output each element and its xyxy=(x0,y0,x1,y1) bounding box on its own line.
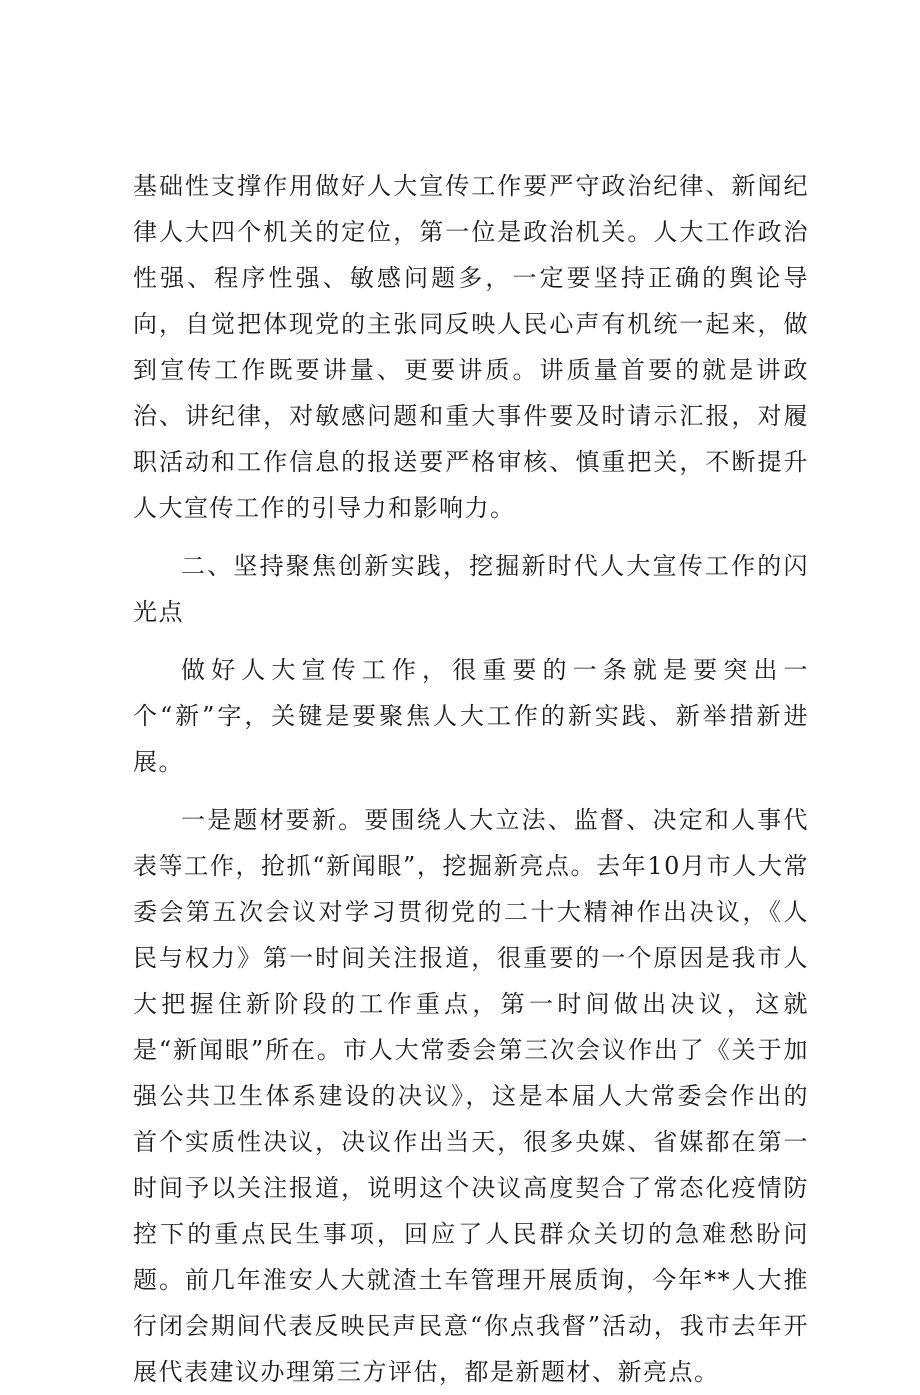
paragraph-political-discipline: 基础性支撑作用做好人大宣传工作要严守政治纪律、新闻纪律人大四个机关的定位，第一位是政治机关。人大工作政治性强、程序性强、敏感问题多，一定要坚持正确的舆论导向，自觉把体现党的主张同反映人民心声有机统一起来，做到宣传工作既要讲量、更要讲质。讲质量首要的就是讲政治、讲纪律，对敏感问题和重大事件要及时请示汇报，对履职活动和工作信息的报送要严格审核、慎重把关，不断提升人大宣传工作的引导力和影响力。 xyxy=(133,172,809,522)
paragraph-highlight-new: 做好人大宣传工作，很重要的一条就是要突出一个“新”字，关键是要聚焦人大工作的新实践、新举措新进展。 xyxy=(133,656,809,776)
section-heading-innovation: 二、坚持聚焦创新实践，挖掘新时代人大宣传工作的闪光点 xyxy=(133,552,809,626)
paragraph-new-topics: 一是题材要新。要围绕人大立法、监督、决定和人事代表等工作，抢抓“新闻眼”，挖掘新亮点。去年10月市人大常委会第五次会议对学习贯彻党的二十大精神作出决议，《人民与权力》第一时间关注报道，很重要的一个原因是我市人大把握住新阶段的工作重点，第一时间做出决议，这就是“新闻眼”所在。市人大常委会第三次会议作出了《关于加强公共卫生体系建设的决议》，这是本届人大常委会作出的首个实质性决议，决议作出当天，很多央媒、省媒都在第一时间予以关注报道，说明这个决议高度契合了常态化疫情防控下的重点民生事项，回应了人民群众关切的急难愁盼问题。前几年淮安人大就渣土车管理开展质询，今年**人大推行闭会期间代表反映民声民意“你点我督”活动，我市去年开展代表建议办理第三方评估，都是新题材、新亮点。 xyxy=(133,806,809,1386)
document-body xyxy=(133,163,809,1395)
